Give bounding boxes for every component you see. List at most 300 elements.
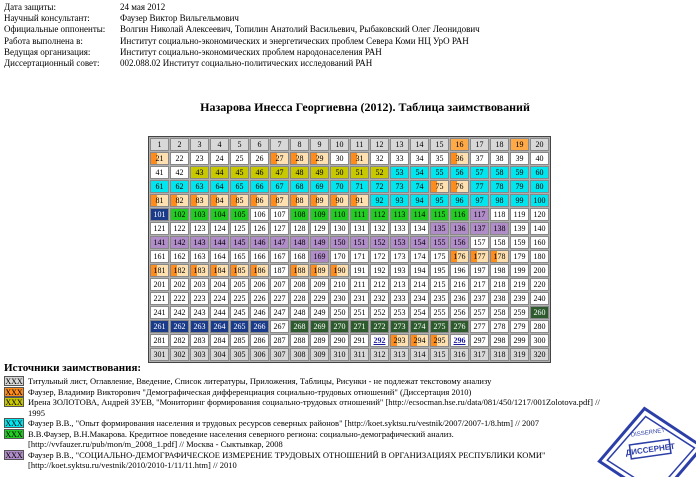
page-cell[interactable]: 17: [470, 138, 489, 151]
page-cell[interactable]: 70: [330, 180, 349, 193]
page-cell[interactable]: 238: [490, 292, 509, 305]
page-cell[interactable]: 216: [450, 278, 469, 291]
page-cell[interactable]: 98: [490, 194, 509, 207]
page-cell[interactable]: 202: [170, 278, 189, 291]
page-cell[interactable]: 108: [290, 208, 309, 221]
page-cell[interactable]: 35: [430, 152, 449, 165]
page-cell[interactable]: 221: [150, 292, 169, 305]
page-cell[interactable]: 105: [230, 208, 249, 221]
page-cell[interactable]: 225: [230, 292, 249, 305]
page-cell[interactable]: 106: [250, 208, 269, 221]
page-cell[interactable]: 279: [510, 320, 529, 333]
page-cell[interactable]: 25: [230, 152, 249, 165]
page-cell[interactable]: 114: [410, 208, 429, 221]
page-cell[interactable]: 184: [210, 264, 229, 277]
page-cell[interactable]: 195: [430, 264, 449, 277]
page-cell[interactable]: 263: [190, 320, 209, 333]
page-cell[interactable]: 302: [170, 348, 189, 361]
page-cell[interactable]: 306: [250, 348, 269, 361]
page-cell[interactable]: 165: [230, 250, 249, 263]
page-cell[interactable]: 24: [210, 152, 229, 165]
page-cell[interactable]: 241: [150, 306, 169, 319]
page-cell[interactable]: 315: [430, 348, 449, 361]
page-cell[interactable]: 189: [310, 264, 329, 277]
page-cell[interactable]: 27: [270, 152, 289, 165]
page-cell[interactable]: 301: [150, 348, 169, 361]
page-cell[interactable]: 282: [170, 334, 189, 347]
page-cell[interactable]: 21: [150, 152, 169, 165]
page-cell[interactable]: 311: [350, 348, 369, 361]
page-cell[interactable]: 242: [170, 306, 189, 319]
page-cell[interactable]: 29: [310, 152, 329, 165]
page-cell[interactable]: 8: [290, 138, 309, 151]
page-cell[interactable]: 254: [410, 306, 429, 319]
page-cell[interactable]: 133: [390, 222, 409, 235]
page-cell[interactable]: 101: [150, 208, 169, 221]
page-cell[interactable]: 111: [350, 208, 369, 221]
page-cell[interactable]: 294: [410, 334, 429, 347]
page-cell[interactable]: 272: [370, 320, 389, 333]
page-cell[interactable]: 62: [170, 180, 189, 193]
page-cell[interactable]: 261: [150, 320, 169, 333]
page-cell[interactable]: 267: [270, 320, 289, 333]
page-cell[interactable]: 19: [510, 138, 529, 151]
page-cell[interactable]: 304: [210, 348, 229, 361]
page-cell[interactable]: 256: [450, 306, 469, 319]
page-cell[interactable]: 168: [290, 250, 309, 263]
page-cell[interactable]: 95: [430, 194, 449, 207]
page-cell[interactable]: 258: [490, 306, 509, 319]
page-cell[interactable]: 14: [410, 138, 429, 151]
page-cell[interactable]: 292: [370, 334, 389, 347]
page-cell[interactable]: 94: [410, 194, 429, 207]
page-cell[interactable]: 224: [210, 292, 229, 305]
page-cell[interactable]: 300: [530, 334, 549, 347]
page-cell[interactable]: 277: [470, 320, 489, 333]
page-cell[interactable]: 55: [430, 166, 449, 179]
page-cell[interactable]: 144: [210, 236, 229, 249]
page-cell[interactable]: 230: [330, 292, 349, 305]
page-cell[interactable]: 231: [350, 292, 369, 305]
page-cell[interactable]: 286: [250, 334, 269, 347]
page-cell[interactable]: 103: [190, 208, 209, 221]
page-cell[interactable]: 97: [470, 194, 489, 207]
page-cell[interactable]: 74: [410, 180, 429, 193]
page-cell[interactable]: 239: [510, 292, 529, 305]
page-cell[interactable]: 237: [470, 292, 489, 305]
page-cell[interactable]: 173: [390, 250, 409, 263]
page-cell[interactable]: 50: [330, 166, 349, 179]
page-cell[interactable]: 84: [210, 194, 229, 207]
page-cell[interactable]: 2: [170, 138, 189, 151]
page-cell[interactable]: 305: [230, 348, 249, 361]
page-cell[interactable]: 299: [510, 334, 529, 347]
page-cell[interactable]: 61: [150, 180, 169, 193]
page-cell[interactable]: 53: [390, 166, 409, 179]
page-cell[interactable]: 176: [450, 250, 469, 263]
page-cell[interactable]: 177: [470, 250, 489, 263]
page-cell[interactable]: 276: [450, 320, 469, 333]
page-cell[interactable]: 140: [530, 222, 549, 235]
page-cell[interactable]: 59: [510, 166, 529, 179]
page-cell[interactable]: 34: [410, 152, 429, 165]
page-cell[interactable]: 205: [230, 278, 249, 291]
page-cell[interactable]: 100: [530, 194, 549, 207]
page-cell[interactable]: 297: [470, 334, 489, 347]
page-cell[interactable]: 163: [190, 250, 209, 263]
page-cell[interactable]: 293: [390, 334, 409, 347]
page-cell[interactable]: 161: [150, 250, 169, 263]
page-cell[interactable]: 10: [330, 138, 349, 151]
page-cell[interactable]: 31: [350, 152, 369, 165]
page-cell[interactable]: 210: [330, 278, 349, 291]
page-cell[interactable]: 194: [410, 264, 429, 277]
page-cell[interactable]: 174: [410, 250, 429, 263]
page-cell[interactable]: 138: [490, 222, 509, 235]
page-cell[interactable]: 307: [270, 348, 289, 361]
page-cell[interactable]: 137: [470, 222, 489, 235]
page-cell[interactable]: 6: [250, 138, 269, 151]
page-cell[interactable]: 32: [370, 152, 389, 165]
page-cell[interactable]: 234: [410, 292, 429, 305]
page-cell[interactable]: 260: [530, 306, 549, 319]
page-cell[interactable]: 298: [490, 334, 509, 347]
page-cell[interactable]: 82: [170, 194, 189, 207]
page-cell[interactable]: 208: [290, 278, 309, 291]
page-cell[interactable]: 199: [510, 264, 529, 277]
page-cell[interactable]: 243: [190, 306, 209, 319]
page-cell[interactable]: 129: [310, 222, 329, 235]
page-cell[interactable]: 319: [510, 348, 529, 361]
page-cell[interactable]: 182: [170, 264, 189, 277]
page-cell[interactable]: 120: [530, 208, 549, 221]
page-cell[interactable]: 215: [430, 278, 449, 291]
page-cell[interactable]: 22: [170, 152, 189, 165]
page-cell[interactable]: 191: [350, 264, 369, 277]
page-cell[interactable]: 162: [170, 250, 189, 263]
page-cell[interactable]: 178: [490, 250, 509, 263]
page-cell[interactable]: 251: [350, 306, 369, 319]
page-cell[interactable]: 88: [290, 194, 309, 207]
page-cell[interactable]: 154: [410, 236, 429, 249]
page-cell[interactable]: 113: [390, 208, 409, 221]
page-cell[interactable]: 104: [210, 208, 229, 221]
page-cell[interactable]: 28: [290, 152, 309, 165]
page-cell[interactable]: 127: [270, 222, 289, 235]
page-cell[interactable]: 192: [370, 264, 389, 277]
page-cell[interactable]: 147: [270, 236, 289, 249]
page-cell[interactable]: 226: [250, 292, 269, 305]
page-cell[interactable]: 183: [190, 264, 209, 277]
page-cell[interactable]: 69: [310, 180, 329, 193]
page-cell[interactable]: 268: [290, 320, 309, 333]
page-cell[interactable]: 135: [430, 222, 449, 235]
page-cell[interactable]: 9: [310, 138, 329, 151]
page-cell[interactable]: 278: [490, 320, 509, 333]
page-cell[interactable]: 52: [370, 166, 389, 179]
page-cell[interactable]: 80: [530, 180, 549, 193]
page-cell[interactable]: 89: [310, 194, 329, 207]
page-cell[interactable]: 269: [310, 320, 329, 333]
page-cell[interactable]: 308: [290, 348, 309, 361]
page-cell[interactable]: 126: [250, 222, 269, 235]
page-cell[interactable]: 57: [470, 166, 489, 179]
page-cell[interactable]: 186: [250, 264, 269, 277]
page-cell[interactable]: 72: [370, 180, 389, 193]
page-cell[interactable]: 63: [190, 180, 209, 193]
page-cell[interactable]: 155: [430, 236, 449, 249]
page-cell[interactable]: 266: [250, 320, 269, 333]
page-cell[interactable]: 76: [450, 180, 469, 193]
page-cell[interactable]: 149: [310, 236, 329, 249]
page-cell[interactable]: 96: [450, 194, 469, 207]
page-cell[interactable]: 257: [470, 306, 489, 319]
page-cell[interactable]: 139: [510, 222, 529, 235]
page-cell[interactable]: 131: [350, 222, 369, 235]
page-cell[interactable]: 167: [270, 250, 289, 263]
page-cell[interactable]: 291: [350, 334, 369, 347]
page-cell[interactable]: 39: [510, 152, 529, 165]
page-cell[interactable]: 78: [490, 180, 509, 193]
page-cell[interactable]: 289: [310, 334, 329, 347]
page-cell[interactable]: 71: [350, 180, 369, 193]
page-cell[interactable]: 264: [210, 320, 229, 333]
page-cell[interactable]: 170: [330, 250, 349, 263]
page-cell[interactable]: 295: [430, 334, 449, 347]
page-cell[interactable]: 118: [490, 208, 509, 221]
page-cell[interactable]: 64: [210, 180, 229, 193]
page-cell[interactable]: 274: [410, 320, 429, 333]
page-cell[interactable]: 160: [530, 236, 549, 249]
page-cell[interactable]: 47: [270, 166, 289, 179]
page-cell[interactable]: 5: [230, 138, 249, 151]
page-cell[interactable]: 318: [490, 348, 509, 361]
page-cell[interactable]: 169: [310, 250, 329, 263]
page-cell[interactable]: 66: [250, 180, 269, 193]
page-cell[interactable]: 309: [310, 348, 329, 361]
page-cell[interactable]: 211: [350, 278, 369, 291]
page-cell[interactable]: 222: [170, 292, 189, 305]
page-cell[interactable]: 117: [470, 208, 489, 221]
page-cell[interactable]: 99: [510, 194, 529, 207]
page-cell[interactable]: 109: [310, 208, 329, 221]
page-cell[interactable]: 136: [450, 222, 469, 235]
page-cell[interactable]: 128: [290, 222, 309, 235]
page-cell[interactable]: 67: [270, 180, 289, 193]
page-cell[interactable]: 146: [250, 236, 269, 249]
page-cell[interactable]: 65: [230, 180, 249, 193]
page-cell[interactable]: 142: [170, 236, 189, 249]
page-cell[interactable]: 37: [470, 152, 489, 165]
page-cell[interactable]: 124: [210, 222, 229, 235]
page-cell[interactable]: 233: [390, 292, 409, 305]
page-cell[interactable]: 141: [150, 236, 169, 249]
page-cell[interactable]: 275: [430, 320, 449, 333]
page-cell[interactable]: 36: [450, 152, 469, 165]
page-cell[interactable]: 303: [190, 348, 209, 361]
page-cell[interactable]: 38: [490, 152, 509, 165]
page-cell[interactable]: 232: [370, 292, 389, 305]
page-cell[interactable]: 153: [390, 236, 409, 249]
page-cell[interactable]: 157: [470, 236, 489, 249]
page-cell[interactable]: 236: [450, 292, 469, 305]
page-cell[interactable]: 285: [230, 334, 249, 347]
page-cell[interactable]: 158: [490, 236, 509, 249]
page-cell[interactable]: 43: [190, 166, 209, 179]
page-cell[interactable]: 273: [390, 320, 409, 333]
page-cell[interactable]: 187: [270, 264, 289, 277]
page-cell[interactable]: 49: [310, 166, 329, 179]
page-cell[interactable]: 164: [210, 250, 229, 263]
page-cell[interactable]: 143: [190, 236, 209, 249]
page-cell[interactable]: 244: [210, 306, 229, 319]
page-cell[interactable]: 235: [430, 292, 449, 305]
page-cell[interactable]: 81: [150, 194, 169, 207]
page-cell[interactable]: 217: [470, 278, 489, 291]
page-cell[interactable]: 220: [530, 278, 549, 291]
page-cell[interactable]: 132: [370, 222, 389, 235]
page-cell[interactable]: 249: [310, 306, 329, 319]
page-cell[interactable]: 313: [390, 348, 409, 361]
page-cell[interactable]: 203: [190, 278, 209, 291]
page-cell[interactable]: 290: [330, 334, 349, 347]
page-cell[interactable]: 91: [350, 194, 369, 207]
page-cell[interactable]: 245: [230, 306, 249, 319]
page-cell[interactable]: 227: [270, 292, 289, 305]
page-cell[interactable]: 15: [430, 138, 449, 151]
page-cell[interactable]: 240: [530, 292, 549, 305]
page-cell[interactable]: 259: [510, 306, 529, 319]
page-cell[interactable]: 83: [190, 194, 209, 207]
page-cell[interactable]: 79: [510, 180, 529, 193]
page-cell[interactable]: 148: [290, 236, 309, 249]
page-cell[interactable]: 152: [370, 236, 389, 249]
page-cell[interactable]: 228: [290, 292, 309, 305]
page-cell[interactable]: 247: [270, 306, 289, 319]
page-cell[interactable]: 214: [410, 278, 429, 291]
page-cell[interactable]: 68: [290, 180, 309, 193]
page-cell[interactable]: 280: [530, 320, 549, 333]
page-cell[interactable]: 16: [450, 138, 469, 151]
page-cell[interactable]: 116: [450, 208, 469, 221]
page-cell[interactable]: 156: [450, 236, 469, 249]
page-cell[interactable]: 209: [310, 278, 329, 291]
page-cell[interactable]: 51: [350, 166, 369, 179]
page-cell[interactable]: 42: [170, 166, 189, 179]
page-cell[interactable]: 198: [490, 264, 509, 277]
page-cell[interactable]: 150: [330, 236, 349, 249]
page-cell[interactable]: 181: [150, 264, 169, 277]
page-cell[interactable]: 26: [250, 152, 269, 165]
page-cell[interactable]: 317: [470, 348, 489, 361]
page-cell[interactable]: 204: [210, 278, 229, 291]
page-cell[interactable]: 287: [270, 334, 289, 347]
page-cell[interactable]: 112: [370, 208, 389, 221]
page-cell[interactable]: 92: [370, 194, 389, 207]
page-cell[interactable]: 175: [430, 250, 449, 263]
page-cell[interactable]: 253: [390, 306, 409, 319]
page-cell[interactable]: 93: [390, 194, 409, 207]
page-cell[interactable]: 40: [530, 152, 549, 165]
page-cell[interactable]: 33: [390, 152, 409, 165]
page-cell[interactable]: 110: [330, 208, 349, 221]
page-cell[interactable]: 107: [270, 208, 289, 221]
page-cell[interactable]: 314: [410, 348, 429, 361]
page-cell[interactable]: 171: [350, 250, 369, 263]
page-cell[interactable]: 23: [190, 152, 209, 165]
page-cell[interactable]: 87: [270, 194, 289, 207]
page-cell[interactable]: 185: [230, 264, 249, 277]
page-cell[interactable]: 134: [410, 222, 429, 235]
page-cell[interactable]: 18: [490, 138, 509, 151]
page-cell[interactable]: 166: [250, 250, 269, 263]
page-cell[interactable]: 212: [370, 278, 389, 291]
page-cell[interactable]: 284: [210, 334, 229, 347]
page-cell[interactable]: 12: [370, 138, 389, 151]
page-cell[interactable]: 102: [170, 208, 189, 221]
page-cell[interactable]: 54: [410, 166, 429, 179]
page-cell[interactable]: 46: [250, 166, 269, 179]
page-cell[interactable]: 115: [430, 208, 449, 221]
page-cell[interactable]: 1: [150, 138, 169, 151]
page-cell[interactable]: 151: [350, 236, 369, 249]
page-cell[interactable]: 3: [190, 138, 209, 151]
page-cell[interactable]: 206: [250, 278, 269, 291]
page-cell[interactable]: 213: [390, 278, 409, 291]
page-cell[interactable]: 58: [490, 166, 509, 179]
page-cell[interactable]: 85: [230, 194, 249, 207]
page-cell[interactable]: 122: [170, 222, 189, 235]
page-cell[interactable]: 310: [330, 348, 349, 361]
page-cell[interactable]: 312: [370, 348, 389, 361]
page-cell[interactable]: 145: [230, 236, 249, 249]
page-cell[interactable]: 250: [330, 306, 349, 319]
page-cell[interactable]: 4: [210, 138, 229, 151]
page-cell[interactable]: 60: [530, 166, 549, 179]
page-cell[interactable]: 90: [330, 194, 349, 207]
page-cell[interactable]: 180: [530, 250, 549, 263]
page-cell[interactable]: 288: [290, 334, 309, 347]
page-cell[interactable]: 20: [530, 138, 549, 151]
page-cell[interactable]: 201: [150, 278, 169, 291]
page-cell[interactable]: 130: [330, 222, 349, 235]
page-cell[interactable]: 316: [450, 348, 469, 361]
page-cell[interactable]: 75: [430, 180, 449, 193]
page-cell[interactable]: 270: [330, 320, 349, 333]
page-cell[interactable]: 281: [150, 334, 169, 347]
page-cell[interactable]: 229: [310, 292, 329, 305]
page-cell[interactable]: 44: [210, 166, 229, 179]
page-cell[interactable]: 7: [270, 138, 289, 151]
page-cell[interactable]: 246: [250, 306, 269, 319]
page-cell[interactable]: 125: [230, 222, 249, 235]
page-cell[interactable]: 73: [390, 180, 409, 193]
page-cell[interactable]: 159: [510, 236, 529, 249]
page-cell[interactable]: 255: [430, 306, 449, 319]
page-cell[interactable]: 172: [370, 250, 389, 263]
page-cell[interactable]: 41: [150, 166, 169, 179]
page-cell[interactable]: 86: [250, 194, 269, 207]
page-cell[interactable]: 56: [450, 166, 469, 179]
page-cell[interactable]: 283: [190, 334, 209, 347]
page-cell[interactable]: 219: [510, 278, 529, 291]
page-cell[interactable]: 77: [470, 180, 489, 193]
page-cell[interactable]: 179: [510, 250, 529, 263]
page-cell[interactable]: 218: [490, 278, 509, 291]
page-cell[interactable]: 196: [450, 264, 469, 277]
page-cell[interactable]: 320: [530, 348, 549, 361]
page-cell[interactable]: 123: [190, 222, 209, 235]
